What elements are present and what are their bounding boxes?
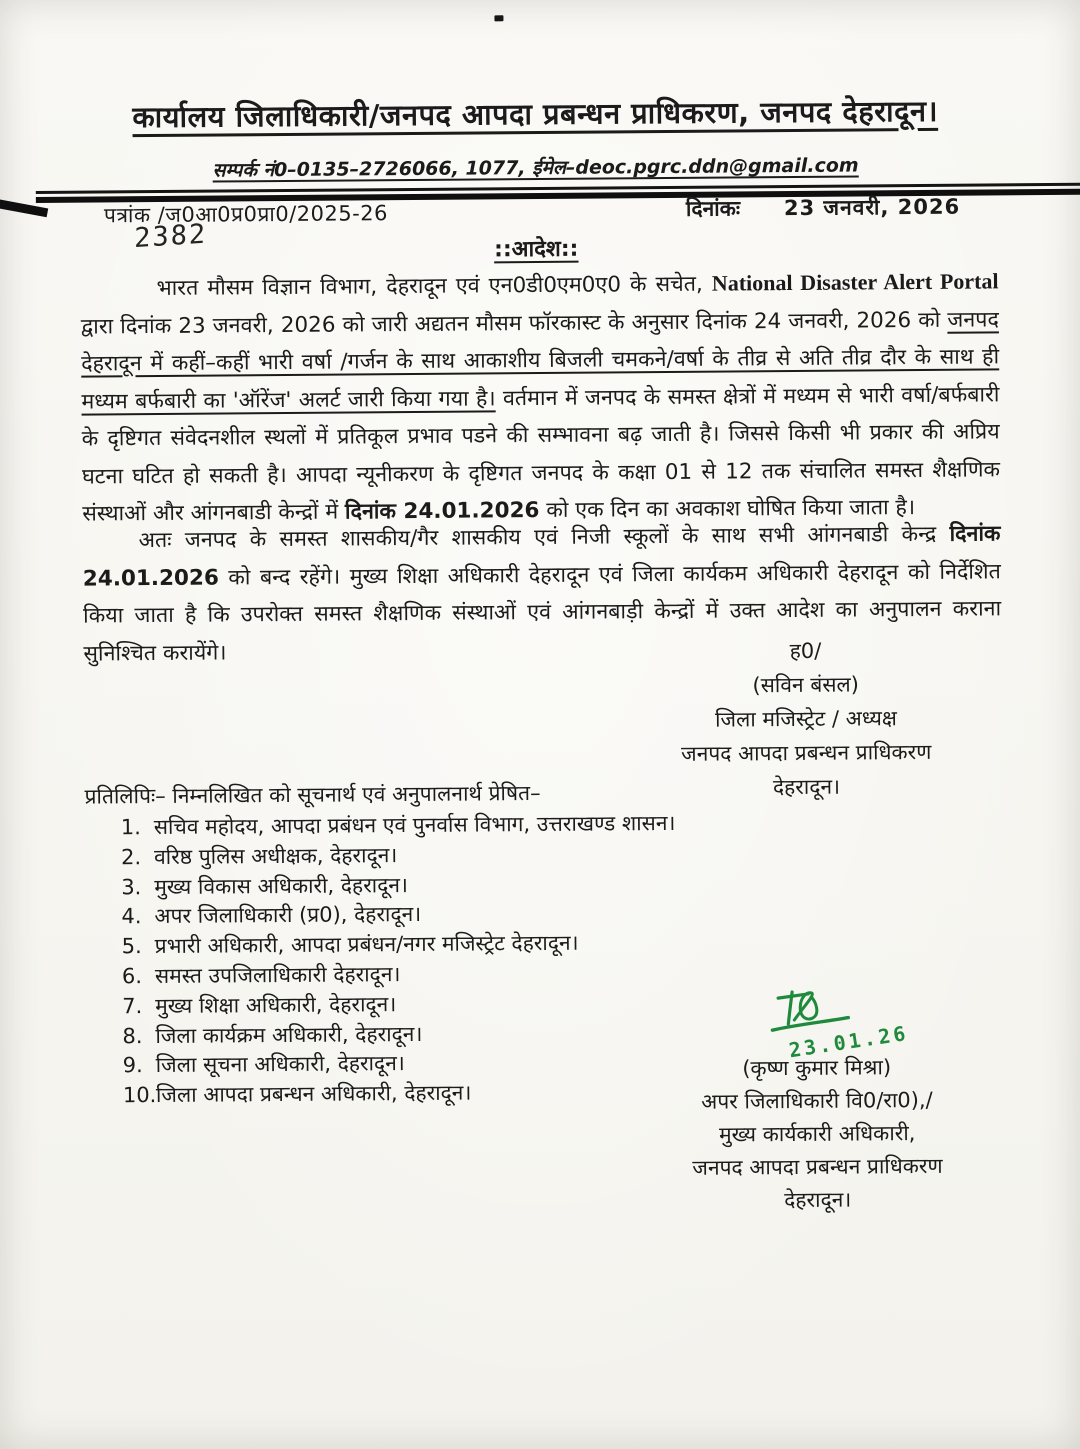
signed-mark: ह0/ — [789, 638, 822, 664]
para1-orange-alert-underlined: जनपद देहरादून में कहीं–कहीं भारी वर्षा /गर्जन के साथ आकाशीय बिजली चमकने/वर्षा के तीव्र से अति तीव्र दौर के साथ ही मध्यम बर्फबारी का 'ऑरेंज' अलर्ट जारी किया गया है। — [81, 306, 1000, 415]
signature-block-district-magistrate — [637, 633, 974, 806]
order-heading: ::आदेश:: — [494, 236, 579, 263]
handwritten-date: 23.01.26 — [787, 1020, 910, 1063]
signature-block-executive-officer — [646, 989, 988, 1219]
copies-item: 3. मुख्य विकास अधिकारी, देहरादून। — [121, 872, 409, 899]
copies-item: 8. जिला कार्यक्रम अधिकारी, देहरादून। — [122, 1021, 423, 1048]
date-label: दिनांकः — [685, 196, 741, 221]
copies-item: 10. जिला आपदा प्रबन्धन अधिकारी, देहरादून। — [122, 1080, 472, 1108]
para1-portal-name: National Disaster Alert Portal — [711, 268, 999, 296]
para2-closure-date: दिनांक 24.01.2026 — [82, 521, 1001, 592]
para2-seg3: को बन्द रहेंगे। मुख्य शिक्षा अधिकारी देहरादून एवं जिला कार्यकम अधिकारी देहरादून को निर्देशित किया जाता है कि उपरोक्त समस्त शैक्षणिक संस्थाओं एवं आंगनबाड़ी केन्द्रों में उक्त आदेश का अनुपालन कराना सुनिश्चित करायेंगे। — [83, 558, 1002, 667]
handwritten-dispatch-number: 2382 — [134, 218, 208, 255]
signatory2-authority: जनपद आपदा प्रबन्धन प्राधिकरण — [692, 1153, 943, 1180]
para1-seg1: भारत मौसम विज्ञान विभाग, देहरादून एवं एन0डी0एम0ए0 के सचेत, — [156, 271, 712, 301]
signatory-place: देहरादून। — [772, 774, 841, 800]
signatory-name: (सविन बंसल) — [752, 672, 860, 698]
para1-seg7: को एक दिन का अवकाश घोषित किया जाता है। — [539, 495, 916, 523]
signatory-designation: जिला मजिस्ट्रेट / अध्यक्ष — [714, 706, 898, 732]
copies-heading: प्रतिलिपिः– निम्नलिखित को सूचनार्थ एवं अनुपालनार्थ प्रेषित– — [84, 780, 541, 809]
copies-item: 1. सचिव महोदय, आपदा प्रबंधन एवं पुनर्वास विभाग, उत्तराखण्ड शासन। — [120, 810, 676, 840]
signatory2-designation2: मुख्य कार्यकारी अधिकारी, — [718, 1121, 916, 1147]
copies-item: 2. वरिष्ठ पुलिस अधीक्षक, देहरादून। — [120, 842, 398, 870]
para1-holiday-date: दिनांक 24.01.2026 — [344, 497, 540, 525]
paragraph-weather-alert — [80, 262, 1000, 533]
copies-item: 9. जिला सूचना अधिकारी, देहरादून। — [122, 1051, 405, 1078]
signatory2-lines — [647, 1051, 988, 1219]
office-title: कार्यालय जिलाधिकारी/जनपद आपदा प्रबन्धन प्राधिकरण, जनपद देहरादून। — [132, 93, 939, 135]
letter-number: पत्रांक /ज0आ0प्र0प्रा0/2025-26 — [103, 201, 389, 228]
contact-line: सम्पर्क नं0–0135–2726066, 1077, ईमेल–deoc.pgrc.ddn@gmail.com — [212, 154, 859, 182]
para2-seg1: अतः जनपद के समस्त शासकीय/गैर शासकीय एवं निजी स्कूलों के साथ सभी आंगनबाडी केन्द्र — [138, 521, 950, 554]
para1-seg5: वर्तमान में जनपद के समस्त क्षेत्रों में मध्यम से भारी वर्षा/बर्फबारी के दृष्टिगत संवेदनशील स्थलों में प्रतिकूल प्रभाव पडने की सम्भावना बढ़ जाती है। जिससे किसी भी प्रकार की अप्रिय घटना घटित हो सकती है। आपदा न्यूनीकरण के दृष्टिगत जनपद के कक्षा 01 से 12 तक संचालित समस्त शैक्षणिक संस्थाओं और आंगनबाडी केन्द्रों में — [81, 381, 1001, 527]
para1-seg3: द्वारा दिनांक 23 जनवरी, 2026 को जारी अद्यतन मौसम फॉरकास्ट के अनुसार दिनांक 24 जनवरी, 2026 को — [80, 307, 948, 340]
scan-artifact-dot — [494, 15, 503, 21]
signatory2-place: देहरादून। — [784, 1187, 852, 1213]
copies-item: 6. समस्त उपजिलाधिकारी देहरादून। — [121, 962, 401, 989]
copies-item: 5. प्रभारी अधिकारी, आपदा प्रबंधन/नगर मजिस्ट्रेट देहरादून। — [121, 930, 579, 959]
copies-item: 7. मुख्य शिक्षा अधिकारी, देहरादून। — [122, 991, 397, 1019]
copies-item: 4. अपर जिलाधिकारी (प्र0), देहरादून। — [121, 902, 422, 929]
date-value: 23 जनवरी, 2026 — [783, 194, 961, 221]
signatory2-name: (कृष्ण कुमार मिश्रा) — [742, 1055, 892, 1081]
signatory2-designation1: अपर जिलाधिकारी वि0/रा0),/ — [701, 1087, 933, 1114]
copies-list — [121, 809, 678, 1111]
signatory-authority: जनपद आपदा प्रबन्धन प्राधिकरण — [680, 739, 932, 766]
